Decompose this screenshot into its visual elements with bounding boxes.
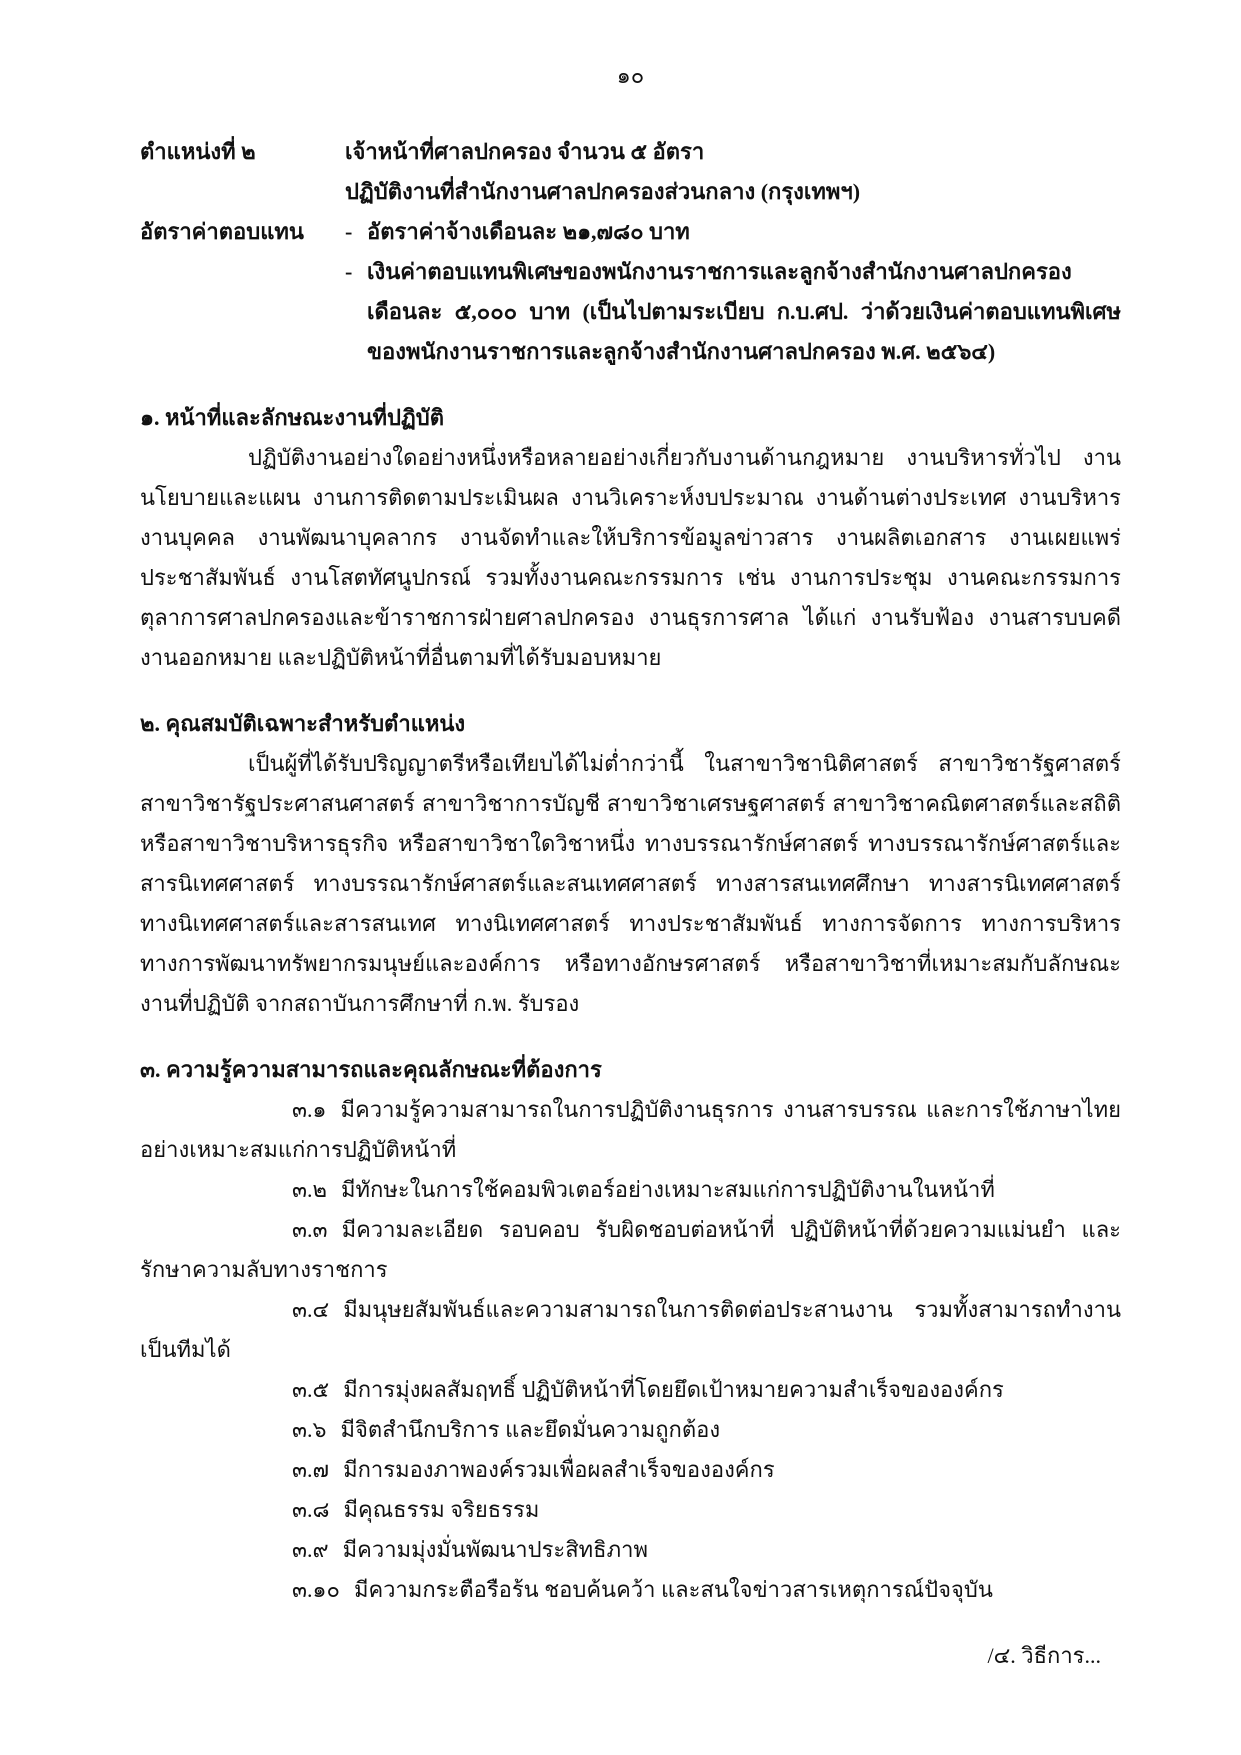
requirement-number: ๓.๒ bbox=[292, 1177, 328, 1202]
requirement-number: ๓.๔ bbox=[292, 1297, 330, 1322]
requirement-number: ๓.๙ bbox=[292, 1537, 329, 1562]
requirement-number: ๓.๑ bbox=[292, 1097, 327, 1122]
position-location-line: ปฏิบัติงานที่สำนักงานศาลปกครองส่วนกลาง (กรุงเทพฯ) bbox=[345, 179, 861, 204]
requirement-text: มีความรู้ความสามารถในการปฏิบัติงานธุรการ งานสารบรรณ และการใช้ภาษาไทยอย่างเหมาะสมแก่การปฏิบัติหน้าที่ bbox=[140, 1097, 1121, 1162]
position-label: ตำแหน่งที่ ๒ bbox=[140, 139, 256, 164]
requirement-text: มีคุณธรรม จริยธรรม bbox=[343, 1497, 540, 1522]
page-number: ๑๐ bbox=[616, 63, 645, 88]
requirement-item bbox=[140, 1410, 1121, 1450]
requirement-item bbox=[140, 1090, 1121, 1170]
requirement-number: ๓.๘ bbox=[292, 1497, 330, 1522]
bullet-dash: - bbox=[345, 259, 353, 284]
requirement-number: ๓.๖ bbox=[292, 1417, 327, 1442]
requirement-text: มีการมองภาพองค์รวมเพื่อผลสำเร็จขององค์กร bbox=[343, 1457, 775, 1482]
requirement-text: มีความละเอียด รอบคอบ รับผิดชอบต่อหน้าที่ ปฏิบัติหน้าที่ด้วยความแม่นยำ และรักษาความลับทางราชการ bbox=[140, 1217, 1121, 1282]
section-heading-qualifications: ๒. คุณสมบัติเฉพาะสำหรับตำแหน่ง bbox=[140, 711, 466, 736]
requirement-item bbox=[140, 1290, 1121, 1370]
requirement-number: ๓.๓ bbox=[292, 1217, 328, 1242]
position-row bbox=[140, 132, 1121, 212]
bullet-dash: - bbox=[345, 219, 353, 244]
requirement-item bbox=[140, 1530, 1121, 1570]
bullet-text: อัตราค่าจ้างเดือนละ ๒๑,๗๘๐ บาท bbox=[367, 219, 690, 244]
requirement-item bbox=[140, 1570, 1121, 1610]
section-paragraph-qualifications: เป็นผู้ที่ได้รับปริญญาตรีหรือเทียบได้ไม่ต่ำกว่านี้ ในสาขาวิชานิติศาสตร์ สาขาวิชารัฐศาสตร์ สาขาวิชารัฐประศาสนศาสตร์ สาขาวิชาการบัญชี สาขาวิชาเศรษฐศาสตร์ สาขาวิชาคณิตศาสตร์และสถิติ หรือสาขาวิชาบริหารธุรกิจ หรือสาขาวิชาใดวิชาหนึ่ง ทางบรรณารักษ์ศาสตร์ ทางบรรณารักษ์ศาสตร์และสารนิเทศศาสตร์ ทางบรรณารักษ์ศาสตร์และสนเทศศาสตร์ ทางสารสนเทศศึกษา ทางสารนิเทศศาสตร์ ทางนิเทศศาสตร์และสารสนเทศ ทางนิเทศศาสตร์ ทางประชาสัมพันธ์ ทางการจัดการ ทางการบริหาร ทางการพัฒนาทรัพยากรมนุษย์และองค์การ หรือทางอักษรศาสตร์ หรือสาขาวิชาที่เหมาะสมกับลักษณะงานที่ปฏิบัติ จากสถาบันการศึกษาที่ ก.พ. รับรอง bbox=[140, 751, 1121, 1016]
requirement-item bbox=[140, 1490, 1121, 1530]
section-heading-knowledge: ๓. ความรู้ความสามารถและคุณลักษณะที่ต้องการ bbox=[140, 1057, 602, 1082]
bullet-text: เงินค่าตอบแทนพิเศษของพนักงานราชการและลูกจ้างสำนักงานศาลปกครอง เดือนละ ๕,๐๐๐ บาท (เป็นไปตามระเบียบ ก.บ.ศป. ว่าด้วยเงินค่าตอบแทนพิเศษของพนักงานราชการและลูกจ้างสำนักงานศาลปกครอง พ.ศ. ๒๕๖๔) bbox=[367, 259, 1121, 364]
section-paragraph-duties: ปฏิบัติงานอย่างใดอย่างหนึ่งหรือหลายอย่างเกี่ยวกับงานด้านกฎหมาย งานบริหารทั่วไป งานนโยบายและแผน งานการติดตามประเมินผล งานวิเคราะห์งบประมาณ งานด้านต่างประเทศ งานบริหารงานบุคคล งานพัฒนาบุคลากร งานจัดทำและให้บริการข้อมูลข่าวสาร งานผลิตเอกสาร งานเผยแพร่ประชาสัมพันธ์ งานโสตทัศนูปกรณ์ รวมทั้งงานคณะกรรมการ เช่น งานการประชุม งานคณะกรรมการตุลาการศาลปกครองและข้าราชการฝ่ายศาลปกครอง งานธุรการศาล ได้แก่ งานรับฟ้อง งานสารบบคดี งานออกหมาย และปฏิบัติหน้าที่อื่นตามที่ได้รับมอบหมาย bbox=[140, 445, 1121, 670]
compensation-label: อัตราค่าตอบแทน bbox=[140, 219, 304, 244]
position-header bbox=[140, 132, 1121, 372]
requirement-text: มีมนุษยสัมพันธ์และความสามารถในการติดต่อประสานงาน รวมทั้งสามารถทำงานเป็นทีมได้ bbox=[140, 1297, 1121, 1362]
requirement-text: มีจิตสำนึกบริการ และยึดมั่นความถูกต้อง bbox=[340, 1417, 721, 1442]
requirement-text: มีความกระตือรือร้น ชอบค้นคว้า และสนใจข่าวสารเหตุการณ์ปัจจุบัน bbox=[353, 1577, 993, 1602]
compensation-value bbox=[345, 212, 1121, 372]
requirement-item bbox=[140, 1210, 1121, 1290]
position-title-line: เจ้าหน้าที่ศาลปกครอง จำนวน ๕ อัตรา bbox=[345, 139, 705, 164]
section-heading-duties: ๑. หน้าที่และลักษณะงานที่ปฏิบัติ bbox=[140, 405, 444, 430]
compensation-bullet bbox=[345, 212, 1121, 252]
requirement-item bbox=[140, 1170, 1121, 1210]
requirement-number: ๓.๕ bbox=[292, 1377, 330, 1402]
requirement-number: ๓.๑๐ bbox=[292, 1577, 340, 1602]
compensation-bullet bbox=[345, 252, 1121, 372]
requirement-text: มีการมุ่งผลสัมฤทธิ์ ปฏิบัติหน้าที่โดยยึดเป้าหมายความสำเร็จขององค์กร bbox=[343, 1377, 1004, 1402]
continuation-mark: /๔. วิธีการ... bbox=[987, 1643, 1101, 1668]
requirement-number: ๓.๗ bbox=[292, 1457, 330, 1482]
compensation-row bbox=[140, 212, 1121, 372]
requirement-list bbox=[140, 1090, 1121, 1610]
requirement-text: มีทักษะในการใช้คอมพิวเตอร์อย่างเหมาะสมแก่การปฏิบัติงานในหน้าที่ bbox=[341, 1177, 995, 1202]
position-value bbox=[345, 132, 1121, 212]
requirement-item bbox=[140, 1370, 1121, 1410]
requirement-item bbox=[140, 1450, 1121, 1490]
requirement-text: มีความมุ่งมั่นพัฒนาประสิทธิภาพ bbox=[342, 1537, 648, 1562]
